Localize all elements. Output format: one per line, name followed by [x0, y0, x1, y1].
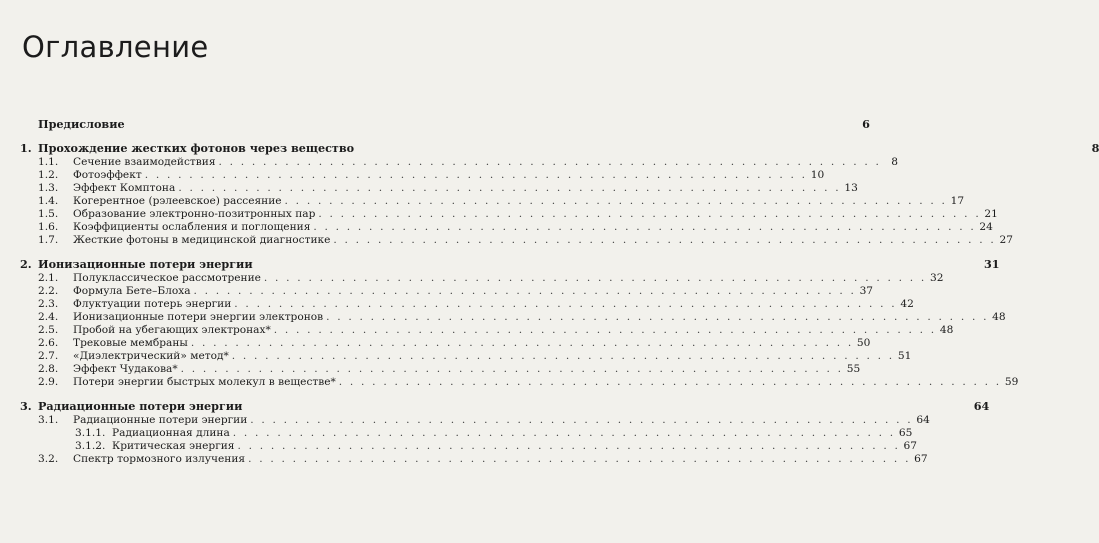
toc-leader-dots: . . . . . . . . . . . . . . . . . . . . . . . . . . . . . . . . . . . . . . . . . . . . . . . . . . . . . . . . . . . .: [237, 440, 901, 452]
toc-entry-title: Прохождение жестких фотонов через вещество: [38, 141, 355, 155]
toc-entry-section[interactable]: [20, 195, 965, 208]
toc-entry-section[interactable]: [20, 182, 858, 195]
toc-entry-title: Радиационные потери энергии: [73, 414, 248, 426]
toc-leader-dots: . . . . . . . . . . . . . . . . . . . . . . . . . . . . . . . . . . . . . . . . . . . . . . . . . . . . . . . . . . . .: [263, 272, 927, 284]
toc-leader-dots: . . . . . . . . . . . . . . . . . . . . . . . . . . . . . . . . . . . . . . . . . . . . . . . . . . . . . . . . . . . .: [338, 376, 1002, 388]
toc-entry-number: 3.1.: [38, 414, 59, 426]
toc-leader-dots: . . . . . . . . . . . . . . . . . . . . . . . . . . . . . . . . . . . . . . . . . . . . . . . . . . . . . . . . . . . .: [180, 363, 844, 375]
toc-entry-number: 2.3.: [38, 298, 59, 310]
toc-entry-subsection[interactable]: [20, 427, 913, 440]
toc-entry-section[interactable]: [20, 350, 912, 363]
toc-leader-dots: . . . . . . . . . . . . . . . . . . . . . . . . . . . . . . . . . . . . . . . . . . . . . . . . . . . . . . . . . . . .: [234, 298, 897, 310]
toc-leader-dots: . . . . . . . . . . . . . . . . . . . . . . . . . . . . . . . . . . . . . . . . . . . . . . . . . . . . . . . . . . . .: [313, 221, 976, 233]
toc-entry-title: Потери энергии быстрых молекул в веществе*: [73, 376, 336, 388]
toc-entry-page: 67: [903, 440, 918, 452]
toc-entry-page: 48: [992, 311, 1006, 323]
toc-entry-page: 50: [856, 337, 871, 349]
toc-leader-dots: . . . . . . . . . . . . . . . . . . . . . . . . . . . . . . . . . . . . . . . . . . . . . . . . . . . . . . . . . . . .: [178, 182, 841, 194]
toc-entry-section[interactable]: [20, 272, 944, 285]
toc-entry-section[interactable]: [20, 376, 1019, 389]
toc-entry-page: 55: [846, 363, 861, 375]
toc-entry-number: 1.4.: [38, 195, 59, 207]
toc-entry-page: 48: [939, 324, 954, 336]
toc-entry-number: 1.2.: [38, 169, 59, 181]
toc-entry-number: 2.2.: [38, 285, 59, 297]
toc-entry-section[interactable]: [20, 363, 861, 376]
toc-entry-number: 1.3.: [38, 182, 59, 194]
toc-entry-number: 2.1.: [38, 272, 59, 284]
bleed-through-text: [170, 0, 440, 110]
toc-leader-dots: . . . . . . . . . . . . . . . . . . . . . . . . . . . . . . . . . . . . . . . . . . . . . . . . . . . . . . . . . . . .: [193, 285, 857, 297]
toc-entry-page: 32: [929, 272, 944, 284]
toc-entry-title: Флуктуации потерь энергии: [73, 298, 232, 310]
toc-entry-number: 2.8.: [38, 363, 59, 375]
toc-entry-page: 31: [983, 257, 1000, 271]
toc-entry-number: 2.: [20, 257, 32, 271]
toc-entry-page: 10: [810, 169, 825, 181]
toc-leader-dots: . . . . . . . . . . . . . . . . . . . . . . . . . . . . . . . . . . . . . . . . . . . . . . . . . . . . . . . . . . . .: [250, 414, 913, 426]
toc-entry-section[interactable]: [20, 221, 993, 234]
toc-entry-title: Коэффициенты ослабления и поглощения: [73, 221, 311, 233]
toc-entry-section[interactable]: [20, 234, 1013, 247]
toc-entry-page: 17: [950, 195, 965, 207]
toc-leader-dots: . . . . . . . . . . . . . . . . . . . . . . . . . . . . . . . . . . . . . . . . . . . . . . . . . . . . . . . . . . . .: [218, 156, 882, 168]
toc-entry-page: 64: [916, 414, 930, 426]
toc-entry-section[interactable]: [20, 169, 825, 182]
toc-entry-title: Критическая энергия: [112, 440, 235, 452]
toc-entry-page: 27: [999, 234, 1013, 246]
toc-entry-title: «Диэлектрический» метод*: [73, 350, 229, 362]
toc-entry-title: Ионизационные потери энергии: [38, 257, 253, 271]
toc-leader-dots: . . . . . . . . . . . . . . . . . . . . . . . . . . . . . . . . . . . . . . . . . . . . . . . . . . . . . . . . . . . .: [190, 337, 854, 349]
toc-entry-subsection[interactable]: [20, 440, 918, 453]
toc-entry-title: Предисловие: [38, 117, 125, 131]
toc-entry-number: 1.: [20, 141, 32, 155]
toc-entry-number: 2.7.: [38, 350, 59, 362]
toc-entry-section[interactable]: [20, 156, 899, 169]
toc-entry-page: 8: [891, 156, 899, 168]
toc-entry-section[interactable]: [20, 453, 928, 466]
toc-entry-page: 64: [973, 399, 990, 413]
toc-entry-number: 1.6.: [38, 221, 59, 233]
toc-entry-page: 42: [900, 298, 914, 310]
toc-entry-page: 59: [1004, 376, 1019, 388]
toc-leader-dots: . . . . . . . . . . . . . . . . . . . . . . . . . . . . . . . . . . . . . . . . . . . . . . . . . . . . . . . . . . . .: [333, 234, 996, 246]
toc-entry-title: Трековые мембраны: [73, 337, 188, 349]
toc-leader-dots: . . . . . . . . . . . . . . . . . . . . . . . . . . . . . . . . . . . . . . . . . . . . . . . . . . . . . . . . . . . .: [232, 427, 896, 439]
toc-entry-number: 3.1.2.: [75, 440, 106, 452]
toc-entry-number: 3.2.: [38, 453, 59, 465]
toc-entry-section[interactable]: [20, 414, 930, 427]
toc-entry-number: 3.1.1.: [75, 427, 106, 439]
toc-entry-number: 2.4.: [38, 311, 59, 323]
toc-entry-title: Эффект Комптона: [73, 182, 176, 194]
toc-leader-dots: . . . . . . . . . . . . . . . . . . . . . . . . . . . . . . . . . . . . . . . . . . . . . . . . . . . . . . . . . . . .: [273, 324, 937, 336]
toc-entry-page: 8: [1091, 141, 1099, 155]
toc-entry-page: 65: [898, 427, 913, 439]
toc-entry-number: 1.5.: [38, 208, 59, 220]
toc-entry-title: Радиационные потери энергии: [38, 399, 243, 413]
toc-entry-page: 67: [914, 453, 928, 465]
toc-entry-title: Формула Бете–Блоха: [73, 285, 191, 297]
toc-entry-title: Эффект Чудакова*: [73, 363, 178, 375]
toc-entry-chapter[interactable]: [20, 117, 870, 131]
toc-entry-title: Радиационная длина: [112, 427, 230, 439]
toc-entry-page: 21: [984, 208, 998, 220]
toc-entry-title: Сечение взаимодействия: [73, 156, 216, 168]
toc-entry-page: 24: [979, 221, 993, 233]
toc-leader-dots: . . . . . . . . . . . . . . . . . . . . . . . . . . . . . . . . . . . . . . . . . . . . . . . . . . . . . . . . . . . .: [326, 311, 989, 323]
toc-entry-title: Когерентное (рэлеевское) рассеяние: [73, 195, 282, 207]
toc-entry-title: Полуклассическое рассмотрение: [73, 272, 261, 284]
toc-entry-section[interactable]: [20, 337, 871, 350]
table-of-contents: [20, 117, 1099, 466]
toc-leader-dots: . . . . . . . . . . . . . . . . . . . . . . . . . . . . . . . . . . . . . . . . . . . . . . . . . . . . . . . . . . . .: [284, 195, 948, 207]
toc-entry-section[interactable]: [20, 324, 954, 337]
page-title: Оглавление: [22, 30, 209, 64]
toc-entry-section[interactable]: [20, 285, 874, 298]
toc-entry-page: 13: [844, 182, 858, 194]
toc-entry-number: 2.5.: [38, 324, 59, 336]
toc-entry-title: Спектр тормозного излучения: [73, 453, 246, 465]
toc-entry-title: Образование электронно-позитронных пар: [73, 208, 316, 220]
toc-leader-dots: . . . . . . . . . . . . . . . . . . . . . . . . . . . . . . . . . . . . . . . . . . . . . . . . . . . . . . . . . . . .: [144, 169, 808, 181]
toc-entry-number: 1.7.: [38, 234, 59, 246]
toc-entry-page: 51: [897, 350, 912, 362]
toc-entry-section[interactable]: [20, 311, 1006, 324]
toc-entry-number: 1.1.: [38, 156, 59, 168]
toc-entry-chapter[interactable]: [20, 141, 1099, 155]
toc-leader-dots: . . . . . . . . . . . . . . . . . . . . . . . . . . . . . . . . . . . . . . . . . . . . . . . . . . . . . . . . . . . .: [248, 453, 911, 465]
toc-entry-number: 2.9.: [38, 376, 59, 388]
toc-leader-dots: . . . . . . . . . . . . . . . . . . . . . . . . . . . . . . . . . . . . . . . . . . . . . . . . . . . . . . . . . . . .: [231, 350, 895, 362]
toc-entry-number: 3.: [20, 399, 32, 413]
toc-entry-title: Жесткие фотоны в медицинской диагностике: [73, 234, 331, 246]
toc-entry-section[interactable]: [20, 208, 998, 221]
toc-leader-dots: . . . . . . . . . . . . . . . . . . . . . . . . . . . . . . . . . . . . . . . . . . . . . . . . . . . . . . . . . . . .: [318, 208, 981, 220]
toc-entry-title: Ионизационные потери энергии электронов: [73, 311, 324, 323]
toc-entry-page: 37: [859, 285, 874, 297]
toc-entry-section[interactable]: [20, 298, 914, 311]
toc-entry-number: 2.6.: [38, 337, 59, 349]
toc-entry-page: 6: [862, 117, 870, 131]
toc-entry-chapter[interactable]: [20, 399, 990, 413]
toc-entry-title: Пробой на убегающих электронах*: [73, 324, 271, 336]
toc-entry-chapter[interactable]: [20, 257, 1000, 271]
toc-entry-title: Фотоэффект: [73, 169, 142, 181]
